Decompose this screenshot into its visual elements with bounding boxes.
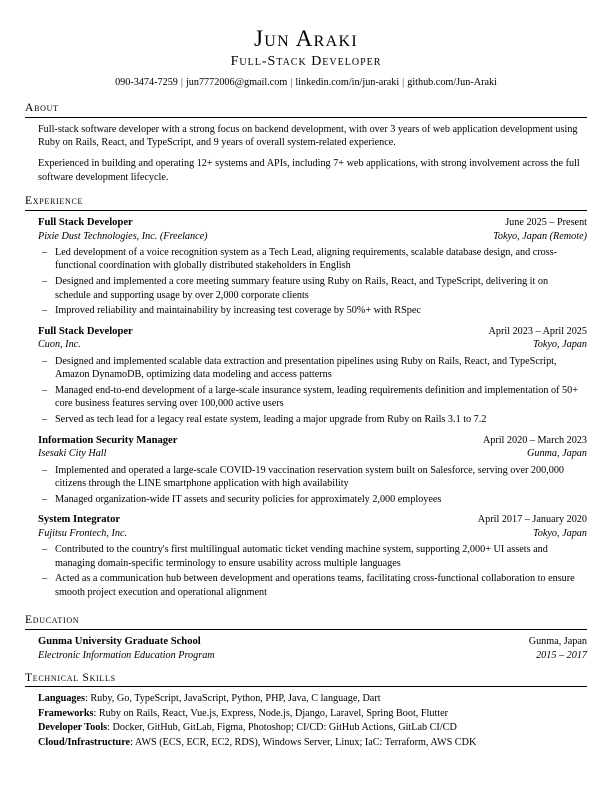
job-title: Full Stack Developer xyxy=(38,325,133,337)
bullet-dash-icon: – xyxy=(42,384,48,396)
job-bullet-text: Designed and implemented a core meeting summary feature using Ruby on Rails, React, and TypeScript, delivering it on schedule and supporting usage by over 2,000 corporate clients xyxy=(55,276,549,301)
skill-label: Developer Tools xyxy=(38,722,108,734)
skill-value: Ruby, Go, TypeScript, JavaScript, Python, PHP, Java, C language, Dart xyxy=(90,693,381,705)
experience-org-row xyxy=(38,230,587,243)
bullet-dash-icon: – xyxy=(42,573,48,585)
job-bullet-list xyxy=(38,355,587,427)
section-title-technical-skills: Technical Skills xyxy=(25,670,116,684)
bullet-dash-icon: – xyxy=(42,544,48,556)
contact-email[interactable]: jun7772006@gmail.com xyxy=(185,76,288,88)
job-title: Information Security Manager xyxy=(38,434,178,446)
job-bullet xyxy=(38,384,587,411)
skill-value: AWS (ECS, ECR, EC2, RDS), Windows Server, Linux; IaC: Terraform, AWS CDK xyxy=(134,736,477,748)
education-years: 2015 – 2017 xyxy=(536,649,587,661)
experience-title-row xyxy=(38,325,587,339)
job-bullet-list xyxy=(38,246,587,318)
skill-line: Frameworks: Ruby on Rails, React, Vue.js, Express, Node.js, Django, Laravel, Spring Boot, Flutter xyxy=(38,707,449,719)
education-body xyxy=(25,635,587,662)
job-location: Gunma, Japan xyxy=(527,448,587,460)
resume-header xyxy=(0,0,612,89)
job-organization: Cuon, Inc. xyxy=(38,339,81,351)
bullet-dash-icon: – xyxy=(42,246,48,258)
section-about xyxy=(25,101,587,184)
experience-org-row xyxy=(38,338,587,351)
contact-phone: 090-3474-7259 xyxy=(115,76,178,88)
job-bullet xyxy=(38,304,587,318)
experience-title-row xyxy=(38,434,587,448)
section-title-education: Education xyxy=(25,613,80,627)
bullet-dash-icon: – xyxy=(42,464,48,476)
job-organization: Fujitsu Frontech, Inc. xyxy=(38,527,128,539)
experience-entry xyxy=(38,513,587,599)
section-rule xyxy=(25,629,587,630)
education-school-row xyxy=(38,635,587,649)
contact-separator: | xyxy=(180,76,183,88)
experience-org-row xyxy=(38,447,587,460)
contact-separator: | xyxy=(402,76,405,88)
skill-line: Languages: Ruby, Go, TypeScript, JavaScript, Python, PHP, Java, C language, Dart xyxy=(38,693,381,705)
experience-org-row xyxy=(38,527,587,540)
contact-separator: | xyxy=(290,76,293,88)
job-bullet-text: Managed end-to-end development of a large-scale insurance system, leading requirements definition and implementation of 50+ core business features serving over 100,000 active users xyxy=(55,384,578,410)
job-bullet-text: Designed and implemented scalable data extraction and presentation pipelines using Ruby on Rails, React, and TypeScript, Amazon DynamoDB, optimizing data modeling and access patterns xyxy=(55,355,557,381)
skill-line: Cloud/Infrastructure: AWS (ECS, ECR, EC2, RDS), Windows Server, Linux; IaC: Terraform, AWS CDK xyxy=(38,736,477,748)
job-bullet xyxy=(38,246,587,273)
job-bullet-list xyxy=(38,464,587,507)
about-paragraph: Full-stack software developer with a strong focus on backend development, with over 3 years of web application development using Ruby on Rails, React, and TypeScript, and 9 years of overall system-related experience. xyxy=(38,123,578,149)
about-paragraph: Experienced in building and operating 12+ systems and APIs, including 7+ web applications, with strong involvement across the full software development lifecycle. xyxy=(38,158,580,183)
education-program: Electronic Information Education Program xyxy=(38,649,215,661)
candidate-name: Jun Araki xyxy=(254,26,358,51)
job-bullet-text: Led development of a voice recognition system as a Tech Lead, aligning requirements, scalable database design, and cross-functional coordination with globally distributed stakeholders in English xyxy=(55,246,558,272)
education-location: Gunma, Japan xyxy=(528,635,587,647)
education-entry xyxy=(38,635,587,662)
job-location: Tokyo, Japan xyxy=(533,527,587,539)
job-bullet-text: Contributed to the country's first multilingual automatic ticket vending machine system, supporting 2,000+ UI assets and managing domain-specific terminology to ensure usability across multiple languages xyxy=(55,544,548,569)
experience-entry xyxy=(38,325,587,427)
contact-line xyxy=(0,77,612,89)
bullet-dash-icon: – xyxy=(42,413,48,425)
experience-entry xyxy=(38,434,587,507)
job-title: System Integrator xyxy=(38,514,121,526)
job-date: April 2020 – March 2023 xyxy=(482,434,587,446)
section-rule xyxy=(25,117,587,118)
education-program-row xyxy=(38,649,587,662)
bullet-dash-icon: – xyxy=(42,493,48,505)
job-bullet xyxy=(38,572,587,599)
job-bullet xyxy=(38,493,587,507)
job-bullet xyxy=(38,275,587,302)
job-location: Tokyo, Japan xyxy=(533,339,587,351)
job-date: June 2025 – Present xyxy=(505,216,587,228)
experience-title-row xyxy=(38,216,587,230)
job-organization: Isesaki City Hall xyxy=(38,448,107,460)
bullet-dash-icon: – xyxy=(42,305,48,317)
skills-body xyxy=(25,692,587,750)
contact-github[interactable]: github.com/Jun-Araki xyxy=(407,76,497,88)
job-location: Tokyo, Japan (Remote) xyxy=(493,230,587,242)
job-bullet-text: Managed organization-wide IT assets and security policies for approximately 2,000 employees xyxy=(55,493,442,505)
bullet-dash-icon: – xyxy=(42,276,48,287)
job-bullet-text: Improved reliability and maintainability by increasing test coverage by 50%+ with RSpec xyxy=(55,305,421,317)
skill-label: Frameworks xyxy=(38,707,94,719)
section-title-experience: Experience xyxy=(25,194,84,208)
job-bullet xyxy=(38,543,587,570)
job-bullet-list xyxy=(38,543,587,599)
job-title: Full Stack Developer xyxy=(38,216,133,228)
job-bullet-text: Served as tech lead for a legacy real estate system, leading a major upgrade from Ruby on Rails 3.1 to 7.2 xyxy=(55,413,487,425)
skill-line: Developer Tools: Docker, GitHub, GitLab, Figma, Photoshop; CI/CD: GitHub Actions, GitLab CI/CD xyxy=(38,722,457,734)
bullet-dash-icon: – xyxy=(42,355,48,367)
job-date: April 2023 – April 2025 xyxy=(488,325,587,337)
experience-body xyxy=(25,216,587,600)
candidate-subtitle: Full-Stack Developer xyxy=(230,53,382,69)
experience-entry xyxy=(38,216,587,318)
job-bullet xyxy=(38,464,587,491)
about-body xyxy=(25,123,587,185)
skill-value: Docker, GitHub, GitLab, Figma, Photoshop; CI/CD: GitHub Actions, GitLab CI/CD xyxy=(112,722,457,734)
section-education xyxy=(25,613,587,662)
skill-label: Languages xyxy=(38,693,85,705)
skill-label: Cloud/Infrastructure xyxy=(38,736,131,748)
section-title-about: About xyxy=(25,101,59,115)
job-organization: Pixie Dust Technologies, Inc. (Freelance) xyxy=(38,230,208,242)
job-bullet xyxy=(38,355,587,382)
section-rule xyxy=(25,210,587,211)
section-experience xyxy=(25,194,587,599)
section-technical-skills xyxy=(25,671,587,750)
job-bullet xyxy=(38,413,587,427)
job-bullet-text: Acted as a communication hub between development and operations teams, facilitating cross-functional collaboration to ensure smooth project execution and operational alignment xyxy=(55,573,575,598)
section-rule xyxy=(25,686,587,687)
experience-title-row xyxy=(38,513,587,527)
skill-value: Ruby on Rails, React, Vue.js, Express, Node.js, Django, Laravel, Spring Boot, Flutter xyxy=(98,707,449,719)
job-date: April 2017 – January 2020 xyxy=(477,514,587,526)
education-school: Gunma University Graduate School xyxy=(38,635,201,647)
contact-linkedin[interactable]: linkedin.com/in/jun-araki xyxy=(295,76,400,88)
job-bullet-text: Implemented and operated a large-scale COVID-19 vaccination reservation system built on Salesforce, serving over 200,000 citizens through the LINE smartphone application with high availability xyxy=(55,464,565,490)
